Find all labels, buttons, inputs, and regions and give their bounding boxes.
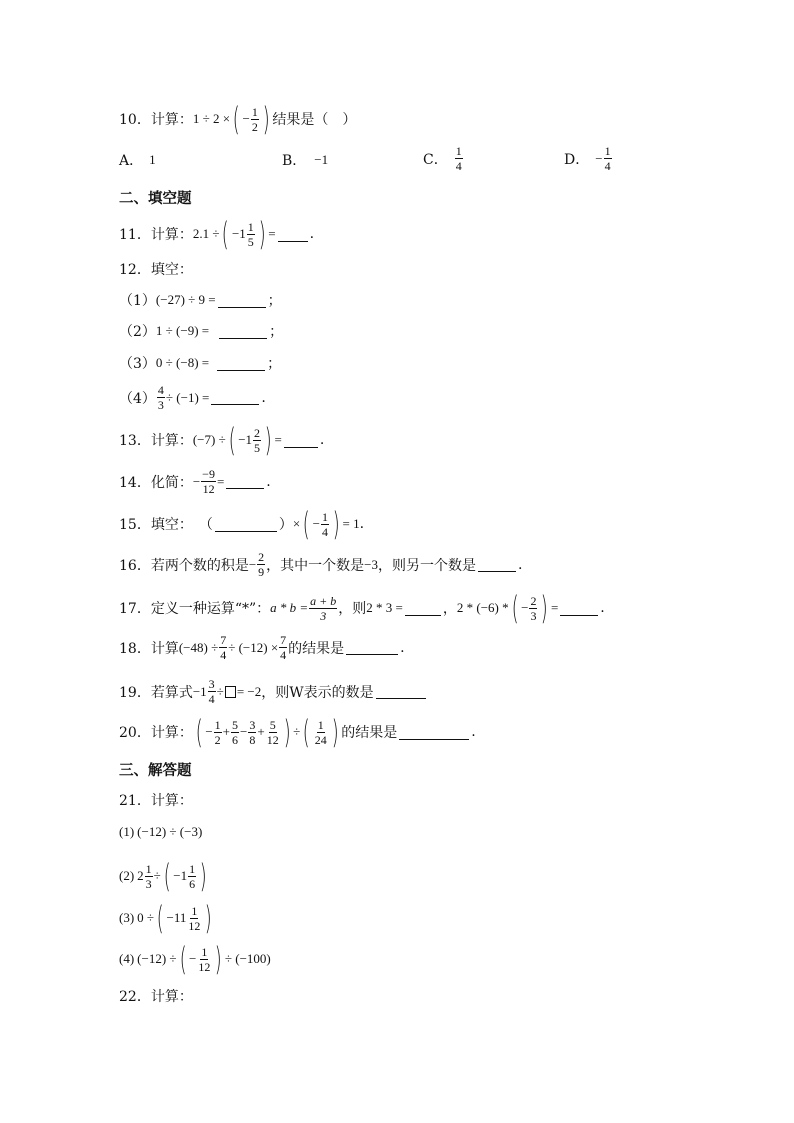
denominator: 9 [258,565,265,579]
question-16-label: 16．若两个数的积是 [119,557,249,574]
question-20-suffix: 的结果是 [341,725,398,741]
question-13-expr: (−7) ÷ [192,432,226,447]
equals-sign: = [268,226,276,241]
question-19 [119,677,428,706]
question-21-part-1 [119,824,202,840]
answer-blank[interactable] [218,293,266,308]
whole-part: −1 [231,226,246,241]
comma: ， [442,601,457,617]
right-paren: ) [215,940,223,978]
fraction-1 [214,718,222,747]
minus-sign: − [192,473,201,489]
fraction [145,862,153,891]
whole-part: −1 [238,432,253,447]
period: . [471,724,476,740]
item-end: ； [267,356,282,372]
mixed-number-2 [173,862,197,891]
denominator: 2 [251,119,258,134]
fraction [201,467,216,496]
option-fraction [604,144,612,173]
period: . [600,600,605,616]
part-expr: (−12) ÷ [137,951,177,966]
question-11-expr: 2.1 ÷ [192,226,220,241]
mixed-number [238,426,262,455]
fraction [188,862,196,891]
fraction [309,594,337,623]
example-1: 2 * 3 = [366,600,403,615]
minus-sign: − [189,951,197,966]
right-paren: ) [332,505,340,543]
left-paren: ( [232,100,240,138]
part-index: (4) [119,951,135,966]
numerator: 1 [145,861,152,876]
minus-sign: − [248,556,257,572]
question-10-expr: 1 ÷ 2 × [192,111,231,126]
right-paren: ) [258,215,266,253]
left-paren: ( [302,505,310,543]
denominator: 24 [314,732,327,747]
question-21-part-2 [119,857,210,895]
period: . [266,473,271,490]
whole-part: 2 [137,868,144,883]
numerator: 7 [280,633,287,647]
fraction-half [251,105,259,134]
answer-blank-1[interactable] [405,601,441,616]
whole-part: −1 [173,868,188,883]
fraction [197,945,211,974]
item-index: （3） [119,356,156,372]
fraction [157,383,165,412]
option-label: D． [564,151,590,168]
item-end: ； [267,293,282,309]
answer-blank[interactable] [226,474,264,489]
left-paren: ( [303,713,310,751]
equals-sign: = [274,432,282,447]
fraction [257,550,265,579]
equals-sign: = [550,600,559,615]
item-index: （1） [119,293,156,309]
question-10 [119,100,357,138]
numerator: 1 [189,861,196,876]
left-paren: ( [163,857,171,895]
denominator: 3 [530,608,537,623]
part-index: (1) [119,824,135,839]
numerator: 1 [455,144,462,158]
fraction [321,510,329,539]
option-a[interactable] [119,150,156,170]
item-end: ； [269,324,284,340]
question-10-suffix: 结果是（ ） [272,112,357,128]
question-13 [119,421,325,459]
numerator: a + b [310,593,337,608]
question-19-suffix: ，则W表示的数是 [261,684,374,701]
numerator: 7 [220,633,227,647]
part-expr: 0 ÷ [137,910,155,925]
option-d[interactable] [564,144,613,173]
question-10-label: 10．计算： [119,112,193,128]
denominator: 3 [145,876,152,891]
denominator: 3 [157,398,164,412]
right-paren: ) [199,857,207,895]
right-paren: ) [283,713,291,751]
denominator: 4 [604,159,611,173]
left-paren: ( [179,940,187,978]
part-index: (3) [119,910,135,925]
numerator: −9 [202,467,215,481]
mixed-number [193,677,217,706]
numerator: 4 [157,383,164,397]
numerator: 1 [214,717,221,732]
denominator: 6 [232,732,238,747]
question-13-label: 13．计算： [119,433,193,449]
fraction [253,426,261,455]
mixed-number [137,862,154,891]
option-b[interactable] [282,150,328,170]
denominator: 6 [189,876,196,891]
minus-sign: − [312,516,320,531]
item-expr: 1 ÷ (−9) = [155,323,210,338]
question-15 [119,505,365,543]
numerator: 3 [208,677,215,691]
equals-sign: = [216,473,225,489]
fraction [247,220,255,249]
period: . [400,639,405,656]
right-fullwidth-paren: ） [278,517,293,533]
known-number: −3 [364,556,379,572]
section-fill-in-heading: 二、填空题 [119,190,192,207]
item-expr: 0 ÷ (−8) = [155,355,210,370]
period: . [518,556,523,573]
square-placeholder-icon [225,686,236,698]
operator: − [240,724,248,739]
answer-blank[interactable] [211,390,259,405]
answer-blank[interactable] [219,324,267,339]
denominator: 4 [220,648,227,662]
answer-blank[interactable] [346,640,398,655]
question-19-label: 19．若算式 [119,684,193,701]
option-label: A． [119,153,144,169]
question-12-item-1 [119,290,282,310]
fraction [208,677,216,706]
question-14 [119,467,271,496]
answer-blank[interactable] [217,356,265,371]
denominator: 4 [208,692,215,706]
numerator: 5 [269,717,276,732]
denominator: 2 [214,732,221,747]
divide-sign: ÷ [293,724,301,739]
question-12 [119,259,193,279]
part-index: (2) [119,868,135,883]
right-paren: ) [541,589,549,627]
numerator: 2 [254,425,261,440]
mixed-number [232,220,256,249]
answer-blank[interactable] [399,725,469,740]
right-paren: ) [205,899,213,937]
left-paren: ( [195,713,203,751]
denominator: 12 [266,732,279,747]
question-20 [119,713,476,751]
denominator: 8 [249,732,256,747]
denominator: 3 [320,608,327,623]
denominator: 12 [198,959,211,974]
minus-sign: − [595,150,603,166]
section-solve-heading: 三、解答题 [119,762,192,779]
denominator: 5 [247,234,254,249]
option-c[interactable] [423,144,464,173]
question-16-text: ，其中一个数是 [266,557,365,574]
option-value: 1 [149,152,156,167]
fraction-2 [279,633,287,662]
numerator: 5 [232,717,238,732]
left-fullwidth-paren: （ [198,517,213,533]
answer-blank[interactable] [215,517,277,532]
left-paren: ( [222,215,230,253]
numerator: 1 [247,219,254,234]
question-21 [119,790,193,810]
question-20-label: 20．计算： [119,725,193,741]
whole-part: −11 [166,910,187,925]
question-18-suffix: 的结果是 [288,640,345,657]
minus-sign: − [521,600,529,615]
period: . [309,226,315,242]
period: . [359,516,365,532]
fraction-2 [231,718,239,747]
answer-blank[interactable] [284,433,318,448]
numerator: 2 [258,550,265,564]
whole-part: −1 [192,683,207,699]
question-17-text: ，则 [338,601,367,617]
question-12-label: 12．填空： [119,262,193,278]
period: . [319,432,325,448]
option-label: B． [282,153,307,169]
times-sign: × [292,516,301,531]
denominator: 4 [280,648,287,662]
minus-sign: − [242,111,250,126]
denominator: 12 [188,918,201,933]
question-12-item-2 [119,321,283,341]
fraction [529,594,537,623]
fraction-4 [266,718,280,747]
denominator: 12 [202,482,215,496]
numerator: 3 [249,717,256,732]
equals-one: = 1 [342,516,360,531]
option-value: −1 [314,152,329,167]
numerator: 2 [530,593,537,608]
denominator: 4 [455,159,462,173]
answer-blank[interactable] [478,557,516,572]
operator: + [257,724,265,739]
numerator: 1 [317,717,324,732]
mixed-number [167,904,203,933]
fraction-5 [314,718,328,747]
answer-blank[interactable] [278,227,308,242]
question-18-expr-2: ÷ (−12) × [228,639,279,655]
divide-sign: ÷ [216,683,224,699]
question-22 [119,986,193,1006]
fraction [187,904,201,933]
option-fraction [455,144,463,173]
numerator: 1 [191,903,198,918]
question-15-label: 15．填空： [119,517,193,533]
right-paren: ) [262,100,270,138]
right-paren: ) [331,713,339,751]
question-14-label: 14．化简： [119,474,193,491]
divide-sign: ÷ [153,868,161,883]
item-index: （2） [119,324,156,340]
question-21-part-4 [119,940,271,978]
denominator: 4 [322,524,328,539]
item-expr: ÷ (−1) = [165,389,210,405]
example-2: 2 * (−6) * [456,600,509,615]
question-16-text-2: ，则另一个数是 [378,557,477,574]
equals-minus-two: = −2 [236,683,262,699]
part-expr: (−12) ÷ (−3) [137,824,203,839]
question-22-label: 22．计算： [119,989,193,1005]
item-index: （4） [119,390,156,407]
question-12-item-4 [119,383,266,412]
question-11-label: 11．计算： [119,227,193,243]
question-18 [119,633,405,662]
numerator: 1 [251,104,258,119]
question-21-label: 21．计算： [119,793,193,809]
answer-blank-2[interactable] [560,601,598,616]
item-expr: (−27) ÷ 9 = [155,292,216,307]
numerator: 1 [322,509,328,524]
question-12-item-3 [119,353,281,373]
operator: − [205,724,213,739]
fraction [219,633,227,662]
question-17 [119,589,605,627]
answer-blank[interactable] [376,684,426,699]
question-16 [119,550,522,579]
fraction-3 [248,718,256,747]
question-11 [119,215,315,253]
left-paren: ( [156,899,164,937]
question-18-expr: (−48) ÷ [178,639,219,655]
operation-definition: a * b = [270,600,309,615]
option-label: C． [423,151,448,168]
right-paren: ) [264,421,272,459]
question-18-label: 18．计算 [119,640,179,657]
question-17-label: 17．定义一种运算“*”： [119,601,271,617]
denominator: 5 [254,440,261,455]
left-paren: ( [511,589,519,627]
operator: + [222,724,230,739]
numerator: 1 [604,144,611,158]
part-expr-rest: ÷ (−100) [224,951,271,966]
left-paren: ( [228,421,236,459]
item-end: . [261,389,266,406]
numerator: 1 [201,944,208,959]
question-21-part-3 [119,899,215,937]
